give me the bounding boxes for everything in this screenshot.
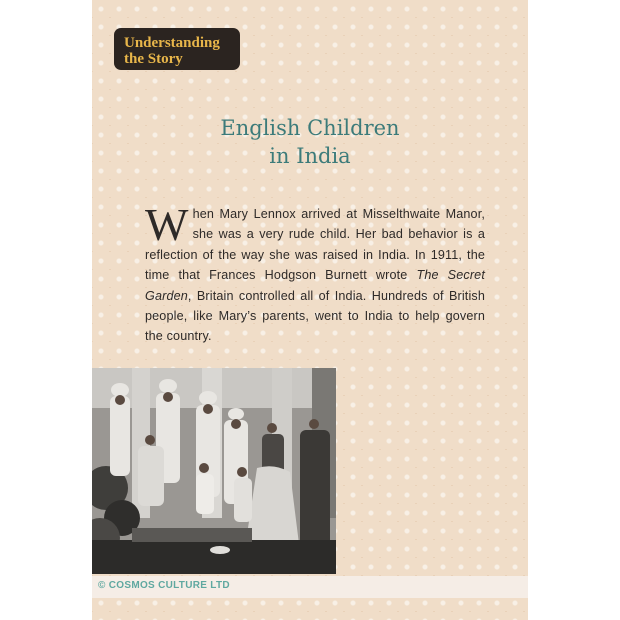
section-badge [114, 28, 240, 70]
page-title [92, 114, 528, 170]
photo-illustration [92, 368, 336, 574]
body-text-part-2: , Britain controlled all of India. Hundreds of British people, like Mary’s parents, went to India to help govern the country. [145, 288, 485, 344]
badge-line-2: the Story [124, 51, 183, 67]
badge-line-1: Understanding [124, 35, 220, 51]
historical-photo [92, 368, 336, 574]
book-page [92, 0, 528, 620]
copyright-text: © COSMOS CULTURE LTD [98, 580, 230, 591]
title-line-1: English Children [220, 116, 400, 140]
body-paragraph [145, 199, 485, 347]
drop-cap: W [145, 199, 189, 250]
body-text-part-1: hen Mary Lennox arrived at Misselthwaite Manor, she was a very rude child. Her bad behavior is a reflection of the way she was raised in India. In 1911, the time that Frances Hodgson Burnett wrote [145, 207, 485, 283]
title-line-2: in India [269, 144, 351, 168]
footer-band [92, 576, 528, 598]
book-title: The Secret Garden [145, 268, 485, 303]
